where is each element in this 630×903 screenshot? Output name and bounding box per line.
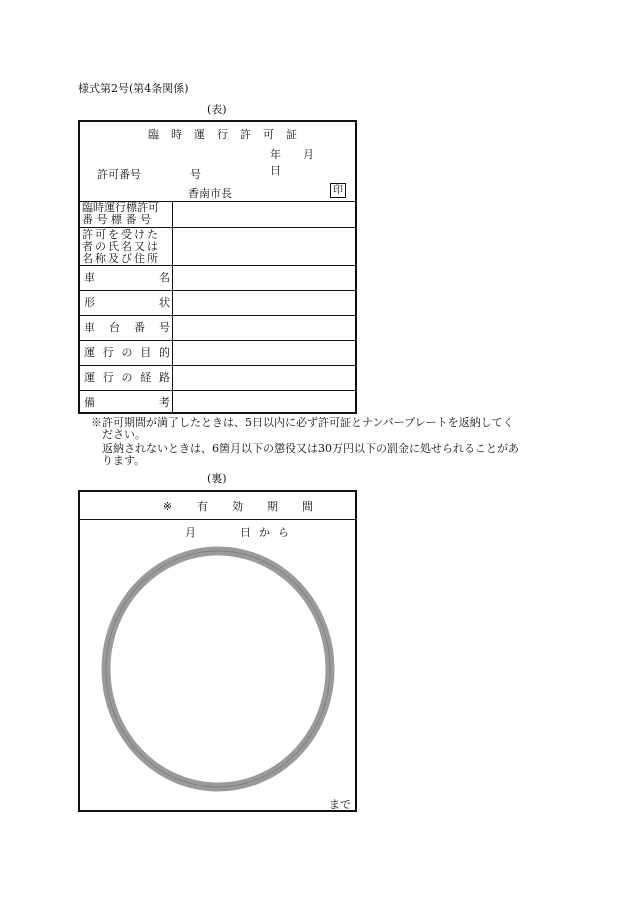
start-month: 月 [185, 526, 196, 539]
permit-title [142, 126, 303, 142]
back-side-label: (裏) [207, 472, 227, 485]
field-row-route [80, 366, 355, 391]
label-char: 車 [84, 271, 95, 284]
field-label [80, 316, 173, 340]
issuer-name: 香南市長 [188, 187, 232, 200]
validity-end-label: まで [329, 798, 351, 811]
field-label [80, 391, 173, 414]
validity-stamp-circle [98, 544, 338, 794]
label-line: 名称及び住所 [82, 251, 160, 265]
label-char: 行 [102, 346, 114, 359]
seal-mark: 印 [330, 183, 346, 198]
label-char: 名 [159, 271, 170, 284]
label-char: 考 [159, 395, 170, 409]
label-char: 運 [84, 346, 95, 359]
field-label [80, 366, 173, 390]
start-day: 日から [240, 526, 297, 539]
field-label [80, 266, 173, 290]
title-char: 臨 [148, 128, 159, 141]
date-day: 日 [270, 164, 281, 177]
field-label [80, 201, 173, 227]
title-char: 可 [263, 128, 274, 141]
field-row-holder [80, 228, 355, 266]
title-char: 間 [302, 500, 313, 513]
label-char: 号 [159, 321, 170, 334]
title-char: 効 [232, 500, 243, 513]
field-label [80, 291, 173, 315]
title-char: 時 [171, 128, 182, 141]
title-char: 運 [194, 128, 205, 141]
validity-header [80, 492, 355, 520]
permit-number-label: 許可番号 [97, 168, 141, 181]
label-line: 番 号 標 番 号 [82, 213, 151, 226]
permit-fields [80, 201, 355, 414]
validity-start [185, 524, 297, 540]
label-char: の [121, 346, 133, 359]
form-number-label: 様式第2号(第4条関係) [78, 82, 189, 95]
label-line: 許可を受けた [82, 227, 160, 241]
permit-front-card [78, 120, 357, 414]
title-char: 証 [286, 128, 297, 141]
penalty-notice-line: 返納されないときは、6箇月以下の懲役又は30万円以下の罰金に処せられることがあ [102, 442, 519, 455]
label-char: 運 [84, 371, 95, 384]
label-char: 経 [140, 371, 152, 384]
return-notice-line: ださい。 [102, 428, 146, 441]
title-char: 行 [217, 128, 228, 141]
label-char: 番 [134, 321, 145, 334]
front-side-label: (表) [207, 103, 227, 116]
label-char: 台 [109, 321, 120, 334]
label-line: 臨時運行標許可 [82, 201, 159, 214]
label-char: 行 [102, 371, 114, 384]
label-char: 目 [140, 346, 152, 359]
validity-title [150, 498, 325, 514]
label-char: 状 [159, 296, 170, 309]
label-char: 的 [159, 346, 170, 359]
field-row-remarks [80, 391, 355, 414]
title-char: ※ [162, 500, 173, 513]
label-char: 備 [84, 395, 95, 409]
title-char: 許 [240, 128, 251, 141]
field-row-chassis-number [80, 316, 355, 341]
title-char: 期 [267, 500, 278, 513]
permit-back-card [78, 490, 357, 812]
field-row-shape [80, 291, 355, 316]
permit-number-suffix: 号 [190, 168, 201, 181]
permit-header [80, 122, 355, 202]
label-char: 車 [84, 321, 95, 334]
date-month: 月 [303, 148, 314, 161]
field-row-vehicle-name [80, 266, 355, 291]
date-year: 年 [270, 148, 281, 161]
issue-date [259, 146, 355, 178]
field-label [80, 341, 173, 365]
label-char: 路 [159, 371, 170, 384]
penalty-notice-line: ります。 [102, 454, 146, 467]
title-char: 有 [197, 500, 208, 513]
return-notice-line: ※許可期間が満了したときは、5日以内に必ず許可証とナンバープレートを返納してく [91, 416, 514, 429]
field-row-purpose [80, 341, 355, 366]
label-line: 者の氏名又は [82, 239, 160, 253]
field-row-plate-number [80, 201, 355, 228]
label-char: の [121, 371, 133, 384]
label-char: 形 [84, 296, 95, 309]
field-label [80, 228, 173, 265]
